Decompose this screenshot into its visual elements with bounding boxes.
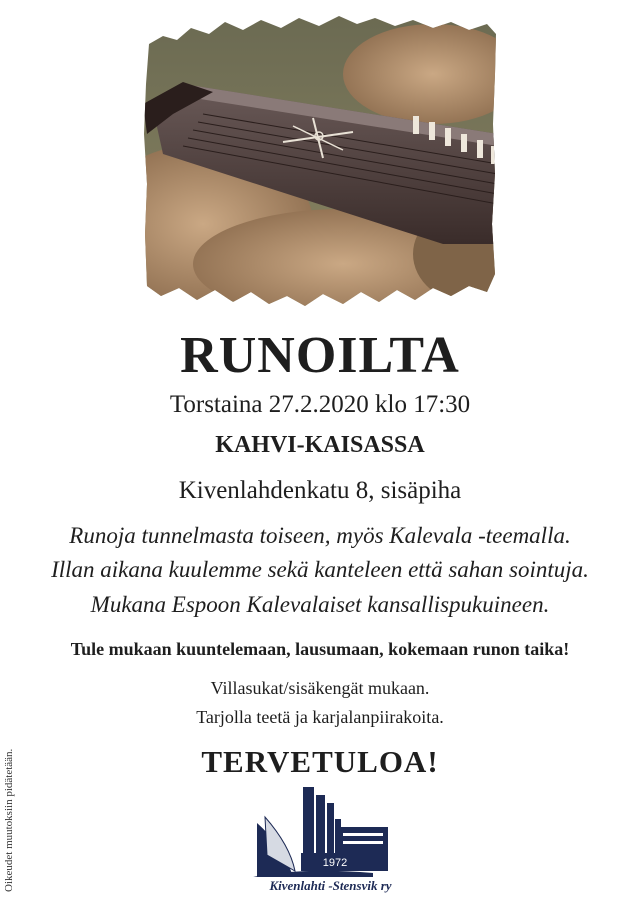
kantele-photo (143, 14, 498, 307)
note-line: Tarjolla teetä ja karjalanpiirakoita. (196, 707, 444, 727)
event-venue: KAHVI-KAISASSA (215, 432, 425, 458)
welcome-text: TERVETULOA! (201, 744, 439, 779)
rights-notice: Oikeudet muutoksiin pidätetään. (3, 748, 15, 892)
kantele-on-wool-photo (143, 14, 498, 307)
description-line: Illan aikana kuulemme sekä kanteleen että sahan sointuja. (51, 557, 589, 582)
organization-logo (243, 781, 418, 901)
event-address: Kivenlahdenkatu 8, sisäpiha (178, 477, 462, 504)
note-line: Villasukat/sisäkengät mukaan. (210, 678, 430, 698)
logo-name: Kivenlahti -Stensvik ry (269, 878, 392, 893)
event-date: Torstaina 27.2.2020 klo 17:30 (169, 391, 471, 418)
description-line: Mukana Espoon Kalevalaiset kansallispukuineen. (90, 592, 550, 617)
event-title: RUNOILTA (180, 327, 460, 384)
call-to-action: Tule mukaan kuuntelemaan, lausumaan, kokemaan runon taika! (70, 639, 570, 659)
logo-year: 1972 (322, 857, 348, 869)
description-line: Runoja tunnelmasta toiseen, myös Kalevala -teemalla. (69, 523, 571, 548)
